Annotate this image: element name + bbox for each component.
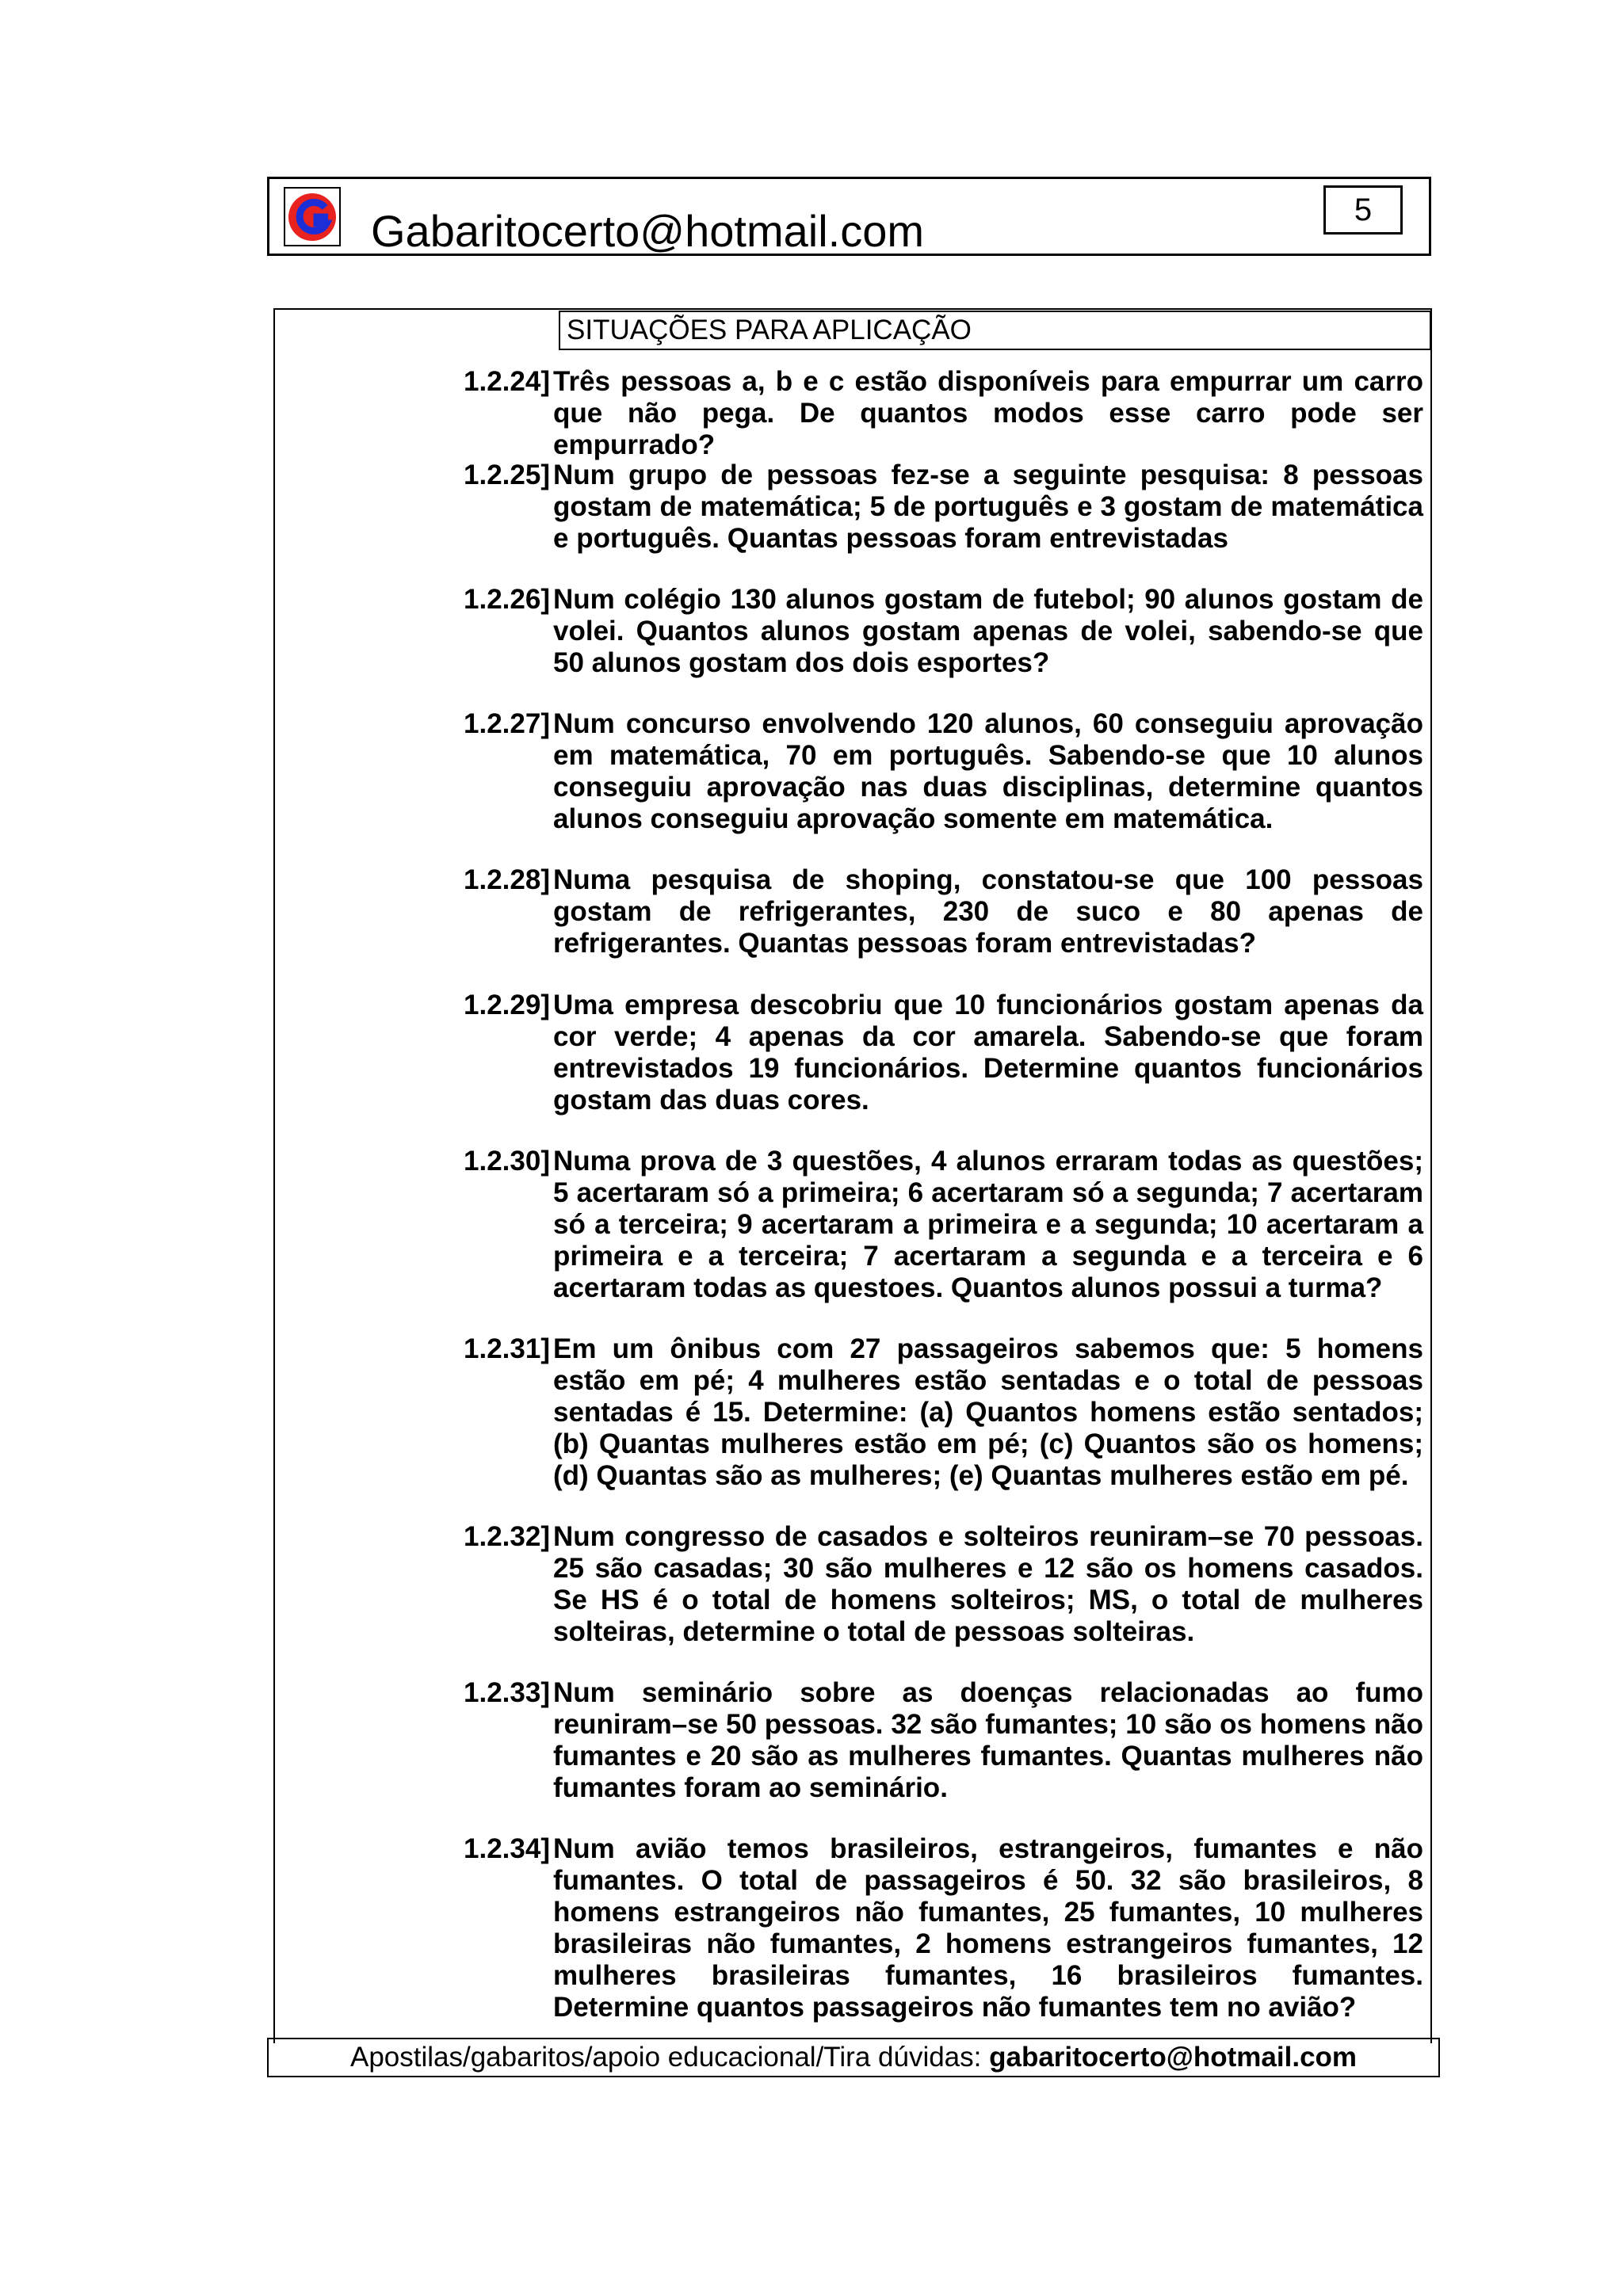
problem-text: Num seminário sobre as doenças relacionadas ao fumo reuniram–se 50 pessoas. 32 são fumantes; 10 são os homens não fumantes e 20 são as mulheres fumantes. Quantas mulheres não fumantes foram ao seminário. <box>553 1677 1423 1803</box>
problem-number: 1.2.29] <box>464 990 550 1020</box>
problem-number: 1.2.25] <box>464 460 550 490</box>
problem-text: Num avião temos brasileiros, estrangeiros, fumantes e não fumantes. O total de passageiros é 50. 32 são brasileiros, 8 homens estrangeiros não fumantes, 25 fumantes, 10 mulheres brasileiras não fumantes, 2 homens estrangeiros fumantes, 12 mulheres brasileiras fumantes, 16 brasileiros fumantes. Determine quantos passageiros não fumantes tem no avião? <box>553 1833 1423 2023</box>
problem-number: 1.2.34] <box>464 1833 550 1864</box>
header-email: Gabaritocerto@hotmail.com <box>371 206 925 256</box>
header-box <box>267 177 1431 256</box>
page-number: 5 <box>1323 185 1403 235</box>
problem-number: 1.2.26] <box>464 584 550 615</box>
footer-email: gabaritocerto@hotmail.com <box>989 2042 1358 2073</box>
problem-item <box>460 1333 1423 1492</box>
problem-item <box>460 584 1423 679</box>
problem-number: 1.2.33] <box>464 1677 550 1708</box>
problem-text: Num grupo de pessoas fez-se a seguinte pesquisa: 8 pessoas gostam de matemática; 5 de português e 3 gostam de matemática e português. Quantas pessoas foram entrevistadas <box>553 460 1423 554</box>
problem-text: Uma empresa descobriu que 10 funcionários gostam apenas da cor verde; 4 apenas da cor amarela. Sabendo-se que foram entrevistados 19 funcionários. Determine quantos funcionários gostam das duas cores. <box>553 990 1423 1116</box>
problem-text: Numa pesquisa de shoping, constatou-se que 100 pessoas gostam de refrigerantes, 230 de suco e 80 apenas de refrigerantes. Quantas pessoas foram entrevistadas? <box>553 864 1423 959</box>
problem-number: 1.2.28] <box>464 864 550 895</box>
gc-logo-svg <box>285 189 339 245</box>
gc-logo-icon <box>284 187 341 246</box>
problem-text: Num congresso de casados e solteiros reuniram–se 70 pessoas. 25 são casadas; 30 são mulheres e 12 são os homens casados. Se HS é o total de homens solteiros; MS, o total de mulheres solteiras, determine o total de pessoas solteiras. <box>553 1521 1423 1647</box>
problem-number: 1.2.24] <box>464 366 550 397</box>
problem-number: 1.2.32] <box>464 1521 550 1552</box>
problem-number: 1.2.30] <box>464 1146 550 1177</box>
problem-item <box>460 366 1423 461</box>
section-title: SITUAÇÕES PARA APLICAÇÃO <box>559 311 1432 350</box>
problem-text: Três pessoas a, b e c estão disponíveis para empurrar um carro que não pega. De quantos modos esse carro pode ser empurrado? <box>553 366 1423 460</box>
problem-item <box>460 708 1423 835</box>
footer-text: Apostilas/gabaritos/apoio educacional/Tira dúvidas: <box>349 2042 990 2073</box>
problem-text: Num colégio 130 alunos gostam de futebol; 90 alunos gostam de volei. Quantos alunos gostam apenas de volei, sabendo-se que 50 alunos gostam dos dois esportes? <box>553 584 1423 678</box>
problem-item <box>460 1833 1423 2023</box>
problem-item <box>460 1677 1423 1804</box>
problem-text: Numa prova de 3 questões, 4 alunos erraram todas as questões; 5 acertaram só a primeira; 6 acertaram só a segunda; 7 acertaram só a terceira; 9 acertaram a primeira e a segunda; 10 acertaram a primeira e a terceira; 7 acertaram a segunda e a terceira e 6 acertaram todas as questoes. Quantos alunos possui a turma? <box>553 1146 1423 1303</box>
problem-text: Num concurso envolvendo 120 alunos, 60 conseguiu aprovação em matemática, 70 em português. Sabendo-se que 10 alunos conseguiu aprovação nas duas disciplinas, determine quantos alunos conseguiu aprovação somente em matemática. <box>553 708 1423 834</box>
problem-item <box>460 864 1423 959</box>
problem-number: 1.2.27] <box>464 708 550 739</box>
problem-item <box>460 1521 1423 1648</box>
problem-text: Em um ônibus com 27 passageiros sabemos que: 5 homens estão em pé; 4 mulheres estão sentadas e o total de pessoas sentadas é 15. Determine: (a) Quantos homens estão sentados; (b) Quantas mulheres estão em pé; (c) Quantos são os homens; (d) Quantas são as mulheres; (e) Quantas mulheres estão em pé. <box>553 1333 1423 1491</box>
problem-number: 1.2.31] <box>464 1333 550 1364</box>
problem-item <box>460 990 1423 1116</box>
problem-item <box>460 1146 1423 1304</box>
footer <box>267 2038 1440 2077</box>
problem-item <box>460 460 1423 555</box>
